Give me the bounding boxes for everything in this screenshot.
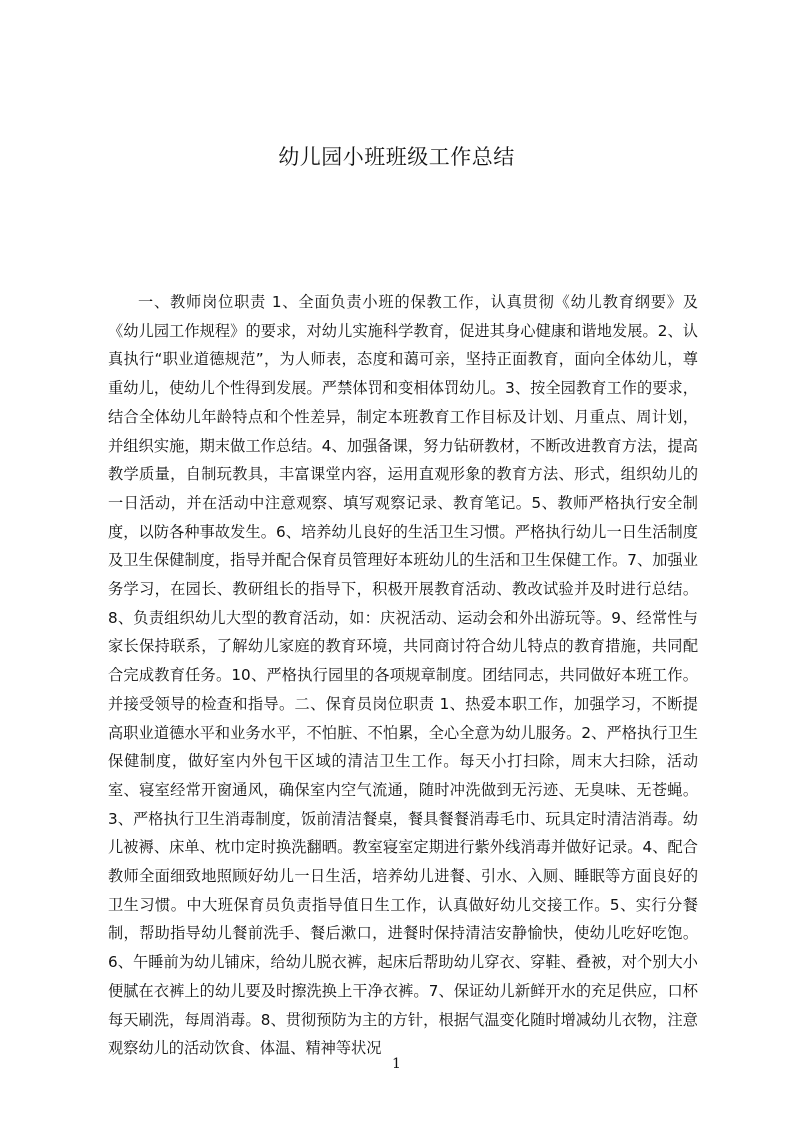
page-number: 1 (392, 1056, 401, 1072)
document-body: 一、教师岗位职责 1、全面负责小班的保教工作，认真贯彻《幼儿教育纲要》及《幼儿园工作规程》的要求，对幼儿实施科学教育，促进其身心健康和谐地发展。2、认真执行“职业道德规范”，为人师表，态度和蔼可亲，坚持正面教育，面向全体幼儿，尊重幼儿，使幼儿个性得到发展。严禁体罚和变相体罚幼儿。3、按全园教育工作的要求，结合全体幼儿年龄特点和个性差异，制定本班教育工作目标及计划、月重点、周计划，并组织实施，期末做工作总结。4、加强备课，努力钻研教材，不断改进教育方法，提高教学质量，自制玩教具，丰富课堂内容，运用直观形象的教育方法、形式，组织幼儿的一日活动，并在活动中注意观察、填写观察记录、教育笔记。5、教师严格执行安全制度，以防各种事故发生。6、培养幼儿良好的生活卫生习惯。严格执行幼儿一日生活制度及卫生保健制度，指导并配合保育员管理好本班幼儿的生活和卫生保健工作。7、加强业务学习，在园长、教研组长的指导下，积极开展教育活动、教改试验并及时进行总结。8、负责组织幼儿大型的教育活动，如：庆祝活动、运动会和外出游玩等。9、经常性与家长保持联系，了解幼儿家庭的教育环境，共同商讨符合幼儿特点的教育措施，共同配合完成教育任务。10、严格执行园里的各项规章制度。团结同志，共同做好本班工作。并接受领导的检查和指导。二、保育员岗位职责 1、热爱本职工作，加强学习，不断提高职业道德水平和业务水平，不怕脏、不怕累，全心全意为幼儿服务。2、严格执行卫生保健制度，做好室内外包干区域的清洁卫生工作。每天小打扫除，周末大扫除，活动室、寝室经常开窗通风，确保室内空气流通，随时冲洗做到无污迹、无臭味、无苍蝇。3、严格执行卫生消毒制度，饭前清洁餐桌，餐具餐餐消毒毛巾、玩具定时清洁消毒。幼儿被褥、床单、枕巾定时换洗翻晒。教室寝室定期进行紫外线消毒并做好记录。4、配合教师全面细致地照顾好幼儿一日生活，培养幼儿进餐、引水、入厕、睡眠等方面良好的卫生习惯。中大班保育员负责指导值日生工作，认真做好幼儿交接工作。5、实行分餐制，帮助指导幼儿餐前洗手、餐后漱口，进餐时保持清洁安静愉快，使幼儿吃好吃饱。6、午睡前为幼儿铺床，给幼儿脱衣裤，起床后帮助幼儿穿衣、穿鞋、叠被，对个别大小便腻在衣裤上的幼儿要及时擦洗换上干净衣裤。7、保证幼儿新鲜开水的充足供应，口杯每天刷洗，每周消毒。8、贯彻预防为主的方针，根据气温变化随时增减幼儿衣物，注意观察幼儿的活动饮食、体温、精神等状况 (108, 293, 698, 1058)
document-title: 幼儿园小班班级工作总结 (278, 145, 515, 169)
